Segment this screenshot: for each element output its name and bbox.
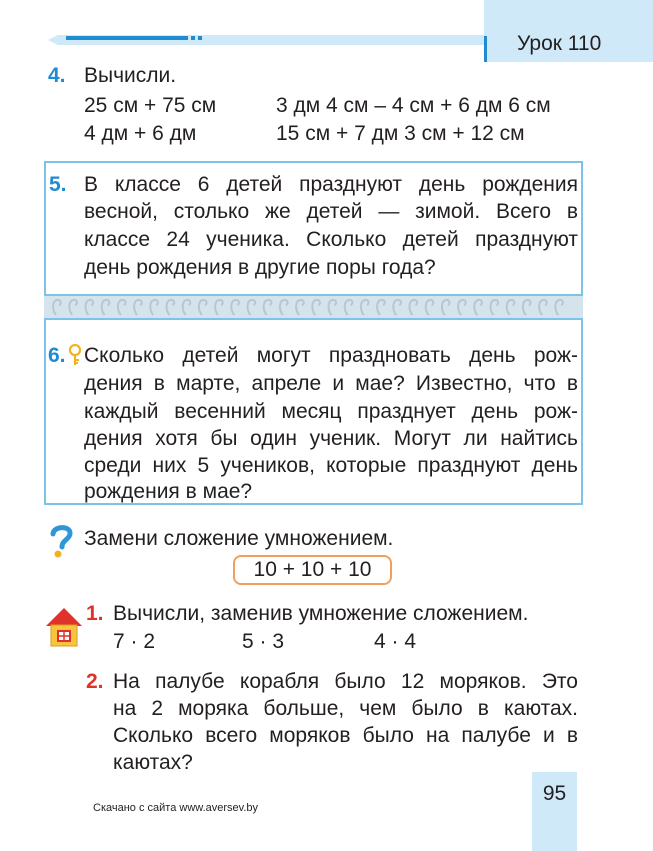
task5-line-3: классе 24 ученика. Сколько детей празднуют <box>84 228 578 251</box>
home2-line-1: На палубе корабля было 12 моряков. Это <box>113 670 578 693</box>
home1-expr-1: 7 · 2 <box>113 630 156 653</box>
home1-number: 1. <box>86 602 104 625</box>
spiral-ring <box>183 300 191 315</box>
home2-line-4: каютах? <box>113 751 193 774</box>
spiral-ring <box>264 300 272 315</box>
task4-expr-3: 4 дм + 6 дм <box>84 122 197 145</box>
question-mark-icon <box>47 523 75 559</box>
home1-expr-2: 5 · 3 <box>242 630 285 653</box>
task6-line-6: рождения в мае? <box>84 480 253 503</box>
spiral-ring <box>474 300 482 315</box>
spiral-ring <box>361 300 369 315</box>
home1-title: Вычисли, заменив умножение сложением. <box>113 602 529 625</box>
task4-number: 4. <box>48 64 66 87</box>
task4-title: Вычисли. <box>84 64 177 87</box>
spiral-ring <box>69 300 77 315</box>
spiral-ring <box>377 300 385 315</box>
task6-line-5: среди них 5 учеников, которые празднуют день <box>84 454 578 477</box>
spiral-ring <box>507 300 515 315</box>
expression-text: 10 + 10 + 10 <box>253 558 372 581</box>
question-text: Замени сложение умножением. <box>84 527 394 550</box>
key-icon <box>68 344 82 366</box>
spiral-ring <box>555 300 563 315</box>
spiral-ring <box>426 300 434 315</box>
spiral-ring <box>296 300 304 315</box>
home1-expr-3: 4 · 4 <box>374 630 417 653</box>
lesson-tab-divider <box>484 36 487 62</box>
spiral-ring <box>458 300 466 315</box>
spiral-ring <box>102 300 110 315</box>
task4-expr-4: 15 см + 7 дм 3 см + 12 см <box>276 122 525 145</box>
task6-line-4: дения хотя бы один ученик. Могут ли найтись <box>84 427 578 450</box>
spiral-ring <box>345 300 353 315</box>
spiral-ring <box>86 300 94 315</box>
task5-line-4: день рождения в другие поры года? <box>84 256 436 279</box>
task4-expr-1: 25 см + 75 см <box>84 94 217 117</box>
spiral-ring <box>539 300 547 315</box>
spiral-ring <box>248 300 256 315</box>
home2-line-2: на 2 моряка больше, чем было в каютах. <box>113 697 578 720</box>
spiral-ring <box>393 300 401 315</box>
house-icon <box>44 606 84 648</box>
spiral-ring <box>199 300 207 315</box>
spiral-ring <box>118 300 126 315</box>
spiral-ring <box>280 300 288 315</box>
task6-line-3: каждый весенний месяц празднует день рож- <box>84 400 578 423</box>
spiral-ring <box>231 300 239 315</box>
footer-source: Скачано с сайта www.aversev.by <box>93 802 259 814</box>
spiral-ring <box>150 300 158 315</box>
page-number: 95 <box>542 782 567 805</box>
spiral-ring <box>410 300 418 315</box>
task6-number: 6. <box>48 344 66 367</box>
spiral-binding <box>44 296 583 318</box>
task4-expr-2: 3 дм 4 см – 4 см + 6 дм 6 см <box>276 94 551 117</box>
task5-line-1: В классе 6 детей празднуют день рождения <box>84 173 578 196</box>
spiral-ring <box>523 300 531 315</box>
spiral-ring <box>491 300 499 315</box>
header-stripe <box>48 35 484 45</box>
task6-line-2: дения в марте, апреле и мае? Известно, что в <box>84 372 578 395</box>
task6-line-1: Сколько детей могут праздновать день рож- <box>84 344 578 367</box>
home2-line-3: Сколько всего моряков было на палубе и в <box>113 724 578 747</box>
spiral-ring <box>167 300 175 315</box>
spiral-ring <box>329 300 337 315</box>
home2-number: 2. <box>86 670 104 693</box>
lesson-title: Урок 110 <box>517 32 602 55</box>
spiral-ring <box>134 300 142 315</box>
spiral-ring <box>312 300 320 315</box>
task5-number: 5. <box>49 173 67 196</box>
spiral-ring <box>215 300 223 315</box>
task5-line-2: весной, столько же детей — зимой. Всего в <box>84 200 578 223</box>
spiral-ring <box>442 300 450 315</box>
spiral-ring <box>53 300 61 315</box>
